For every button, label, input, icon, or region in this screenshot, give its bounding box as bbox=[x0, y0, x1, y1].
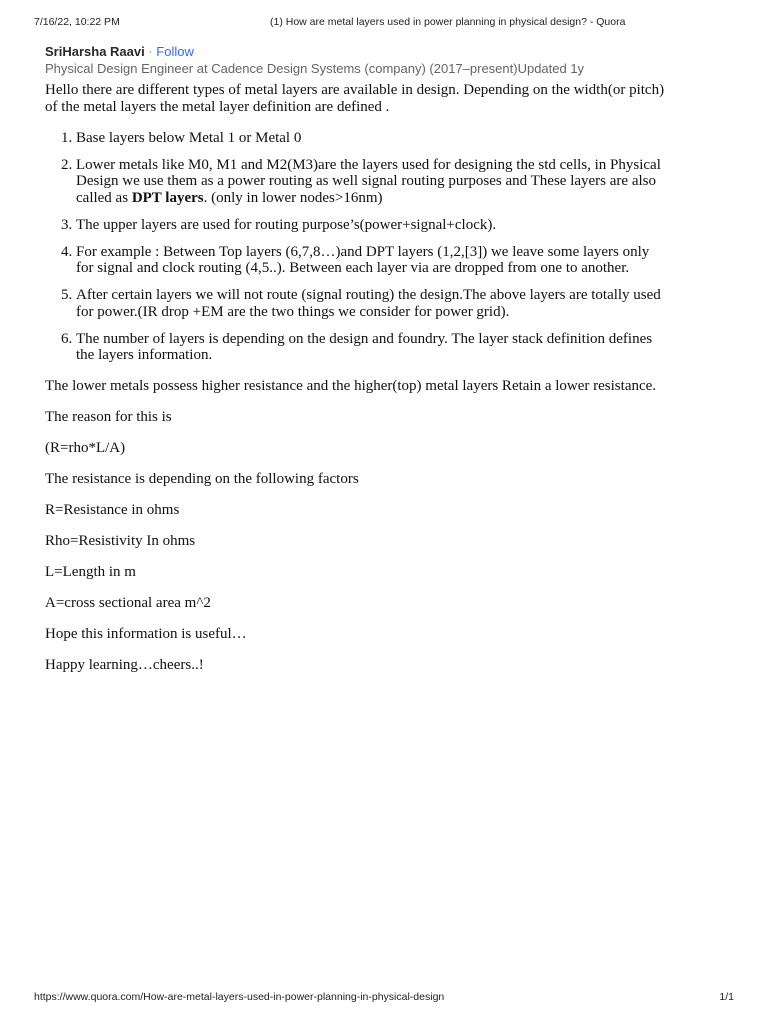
definition-line: L=Length in m bbox=[45, 564, 136, 580]
follow-button[interactable]: Follow bbox=[156, 44, 194, 59]
paragraph: The lower metals possess higher resistance and the higher(top) metal layers Retain a lower resistance. bbox=[45, 378, 657, 394]
print-url[interactable]: https://www.quora.com/How-are-metal-layers-used-in-power-planning-in-physical-design bbox=[34, 991, 445, 1003]
author-name[interactable]: SriHarsha Raavi bbox=[45, 44, 145, 59]
author-separator: · bbox=[144, 44, 157, 59]
answer-intro: Hello there are different types of metal layers are available in design. Depending on the width(or pitch) of the metal layers the metal layer definition are defined . bbox=[45, 82, 665, 115]
list-item: 3. The upper layers are used for routing purpose’s(power+signal+clock). bbox=[76, 217, 670, 234]
print-footer bbox=[34, 991, 734, 1005]
author-credential: Physical Design Engineer at Cadence Design Systems (company) (2017–present)Updated 1y bbox=[45, 61, 585, 76]
author-line bbox=[45, 43, 685, 60]
paragraph: The resistance is depending on the following factors bbox=[45, 471, 359, 487]
dpt-layers-bold: DPT layers bbox=[131, 189, 204, 206]
print-page-title: (1) How are metal layers used in power planning in physical design? - Quora bbox=[270, 16, 626, 28]
answer-body bbox=[45, 82, 670, 688]
paragraph: Happy learning…cheers..! bbox=[45, 657, 204, 673]
list-item bbox=[76, 157, 670, 207]
definition-line: Rho=Resistivity In ohms bbox=[45, 533, 196, 549]
print-page-number: 1/1 bbox=[719, 991, 734, 1003]
list-item: 5. After certain layers we will not route (signal routing) the design.The above layers are totally used for power.(IR drop +EM are the two things we consider for power grid). bbox=[76, 287, 670, 320]
layer-list bbox=[45, 130, 670, 364]
definition-line: R=Resistance in ohms bbox=[45, 502, 180, 518]
list-item: 4. For example : Between Top layers (6,7,8…)and DPT layers (1,2,[3]) we leave some layers only for signal and clock routing (4,5..). Between each layer via are dropped from one to another. bbox=[76, 244, 670, 277]
list-item: 1. Base layers below Metal 1 or Metal 0 bbox=[76, 130, 670, 147]
paragraph: The reason for this is bbox=[45, 409, 172, 425]
list-item-text: Lower metals like M0, M1 and M2(M3)are the layers used for designing the std cells, in Physical Design we use them as a power routing as well signal routing purposes and These layers are also called as bbox=[76, 156, 661, 206]
definition-line: A=cross sectional area m^2 bbox=[45, 595, 211, 611]
list-item: 6. The number of layers is depending on the design and foundry. The layer stack definition defines the layers information. bbox=[76, 331, 670, 364]
print-header bbox=[34, 16, 734, 30]
paragraph: Hope this information is useful… bbox=[45, 626, 247, 642]
print-datetime: 7/16/22, 10:22 PM bbox=[34, 16, 120, 28]
list-item-text: . (only in lower nodes>16nm) bbox=[203, 189, 383, 206]
author-block bbox=[45, 43, 685, 77]
formula: (R=rho*L/A) bbox=[45, 440, 126, 456]
